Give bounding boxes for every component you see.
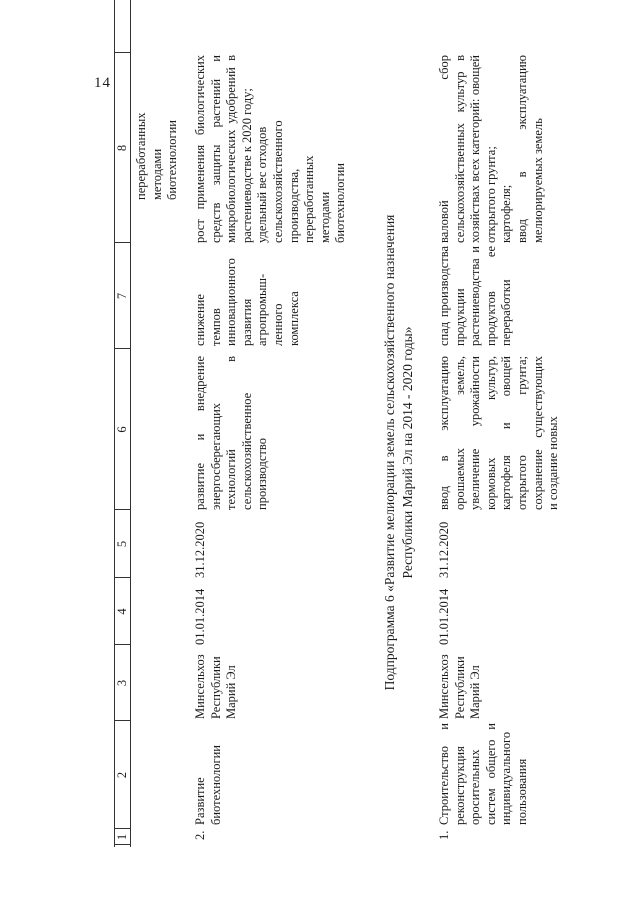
page-number: 14: [94, 75, 111, 91]
col-number-3: 3: [115, 679, 129, 687]
col-number-4: 4: [115, 608, 129, 615]
col-number-8: 8: [115, 144, 129, 152]
col-number-2: 2: [115, 771, 129, 779]
row2-number: 2.: [193, 830, 207, 840]
row1-number: 1.: [437, 830, 451, 840]
row1-result: ввод в эксплуатацию орошаемых земель, увеличение урожайности кормовых культур, картофеля и овощей открытого грунта; сохранение существующих и создание новых: [437, 356, 561, 510]
row2-executor: Минсельхоз Республики Марий Эл: [193, 654, 239, 719]
row1-start-date: 01.01.2014: [437, 588, 451, 645]
row1-name: Строительство и реконструкция оросительных систем общего и индивидуального пользования: [437, 723, 529, 825]
row2-result: развитие и внедрение энергосберегающих технологий в сельскохозяйственное производство: [193, 356, 270, 510]
row2-indicators: рост применения биологических средств защиты растений и микробиологических удобрений в растениеводстве к 2020 году; удельный вес отходов сельскохозяйственного производства, переработанных методами биотехнологии: [193, 55, 348, 243]
col-number-5: 5: [115, 540, 129, 548]
subprogram-title: Подпрограмма 6 «Развитие мелиорации земель сельскохозяйственного назначения Республики Марий Эл на 2014 - 2020 годы»: [382, 214, 415, 691]
col-number-1: 1: [115, 833, 129, 841]
col-number-6: 6: [115, 426, 129, 433]
row2-consequences: снижение темпов инновационного развития агропромыш- ленного комплекса: [193, 258, 301, 346]
top-row-indicators: переработанных методами биотехнологии: [134, 112, 180, 200]
row2-end-date: 31.12.2020: [193, 521, 207, 578]
row2-start-date: 01.01.2014: [193, 588, 207, 645]
row2-name: Развитие биотехнологии: [193, 745, 223, 825]
col-number-7: 7: [115, 292, 129, 300]
row1-end-date: 31.12.2020: [437, 521, 451, 578]
row1-indicators: валовой сбор сельскохозяйственных культур в хозяйствах всех категорий: овощей открытого грунта; картофеля; ввод в эксплуатацию мелиорируемых земель: [437, 55, 545, 243]
row1-executor: Минсельхоз Республики Марий Эл: [437, 654, 483, 719]
row1-consequences: спад производства продукции растениеводства и продуктов ее переработки: [437, 246, 514, 346]
